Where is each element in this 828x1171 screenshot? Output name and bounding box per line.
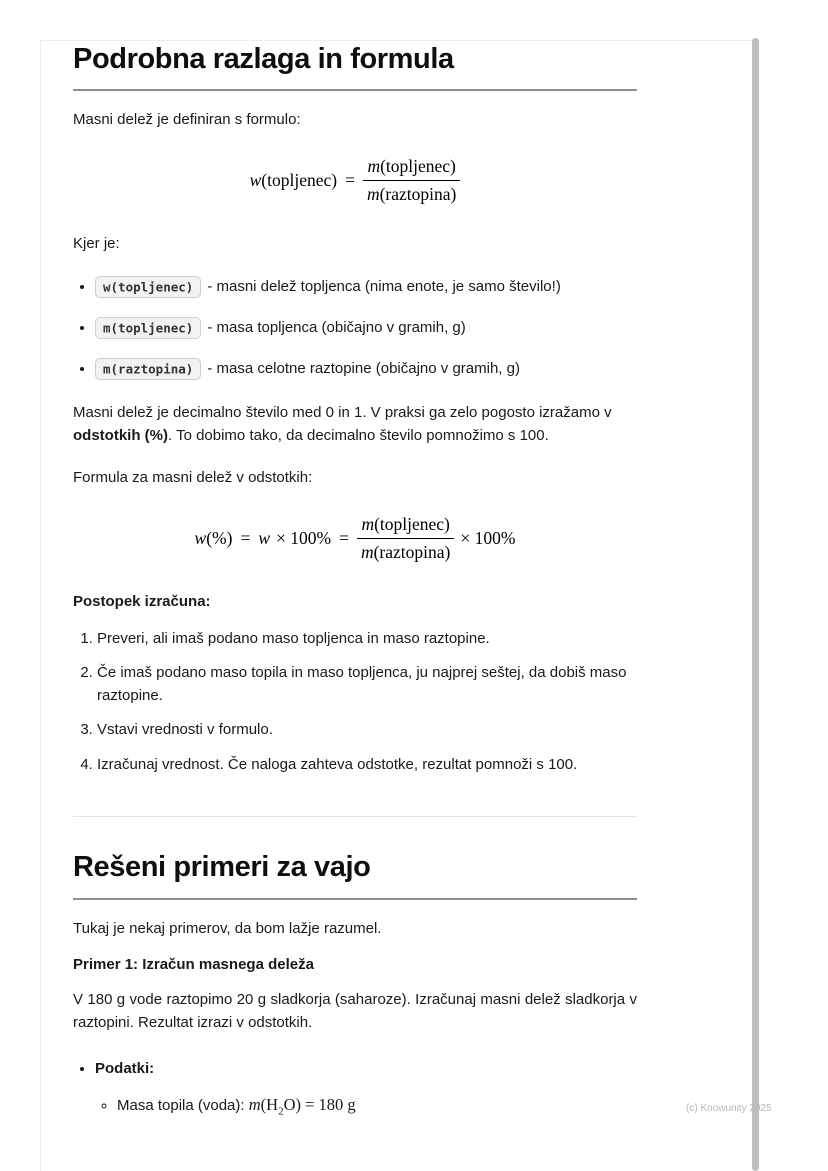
datum-label: Masa topila (voda): bbox=[117, 1096, 249, 1114]
math-var-m: m bbox=[366, 183, 380, 204]
step-item: 4. Izračunaj vrednost. Če naloga zahteva odstotke, rezultat pomnoži s 100. bbox=[97, 754, 637, 777]
definition-text: - masni delež topljenca (nima enote, je samo število!) bbox=[207, 278, 561, 296]
math-text: (raztopina) bbox=[373, 541, 451, 562]
formula-lhs bbox=[250, 170, 337, 191]
equals-sign: = bbox=[345, 169, 355, 190]
watermark: (c) Knowunity 2025 bbox=[686, 1103, 772, 1114]
math-times-100: × 100% bbox=[276, 527, 332, 548]
formula-intro-text: Masni delež je definiran s formulo: bbox=[73, 111, 301, 129]
math-subscript: 2 bbox=[278, 1104, 284, 1117]
title-underline bbox=[73, 89, 637, 91]
definitions-list bbox=[73, 273, 637, 382]
podatki-sub-list bbox=[73, 1093, 637, 1120]
primer1-text: V 180 g vode raztopimo 20 g sladkorja (saharoze). Izračunaj masni delež sladkorja v raztopini. Rezultat izrazi v odstotkih. bbox=[73, 991, 637, 1031]
list-item-w-topljenec bbox=[95, 273, 637, 300]
step-item: 2. Če imaš podano maso topila in maso topljenca, ju najprej seštej, da dobiš maso raztopine. bbox=[97, 662, 637, 707]
podatki-list bbox=[73, 1058, 637, 1081]
fraction-numerator bbox=[357, 514, 454, 539]
math-text: (%) bbox=[206, 527, 233, 548]
code-chip: w(topljenec) bbox=[95, 276, 201, 299]
percent-paragraph bbox=[73, 402, 637, 447]
list-item-m-raztopina bbox=[95, 355, 637, 382]
fraction bbox=[357, 514, 454, 563]
definition-text: - masa celotne raztopine (običajno v gramih, g) bbox=[207, 360, 520, 378]
section-title-primeri: Rešeni primeri za vajo bbox=[73, 851, 371, 884]
math-text: O) = 180 g bbox=[283, 1094, 356, 1114]
step-item: 3. Vstavi vrednosti v formulo. bbox=[97, 719, 637, 742]
primer1-title: Primer 1: Izračun masnega deleža bbox=[73, 956, 314, 974]
podatki-label: • Podatki: bbox=[95, 1058, 637, 1081]
math-var-w: w bbox=[258, 527, 271, 548]
calculation-steps-list bbox=[73, 628, 637, 777]
code-chip: m(raztopina) bbox=[95, 358, 201, 381]
math-var-w: w bbox=[249, 169, 262, 190]
math-text: (H bbox=[260, 1094, 279, 1114]
datum-topilo bbox=[117, 1093, 637, 1120]
section-title-formula: Podrobna razlaga in formula bbox=[73, 43, 454, 75]
fraction-denominator bbox=[363, 181, 460, 205]
paragraph-text: Masni delež je decimalno število med 0 in 1. V praksi ga zelo pogosto izražamo v bbox=[73, 404, 612, 422]
definition-text: - masa topljenca (običajno v gramih, g) bbox=[207, 319, 466, 337]
formula-mass-fraction bbox=[73, 156, 637, 205]
bold-odstotki: odstotkih (%) bbox=[73, 426, 168, 444]
math-var-w: w bbox=[194, 527, 207, 548]
math-var-m: m bbox=[360, 541, 374, 562]
scrollbar-thumb[interactable] bbox=[752, 38, 759, 1171]
title-underline bbox=[73, 898, 637, 900]
postopek-title: Postopek izračuna: bbox=[73, 592, 211, 610]
formula2-intro-text: Formula za masni delež v odstotkih: bbox=[73, 469, 313, 487]
fraction bbox=[363, 156, 460, 205]
formula-percent bbox=[73, 514, 637, 563]
math-expression bbox=[248, 1094, 356, 1117]
section-divider bbox=[73, 816, 637, 817]
math-text: (raztopina) bbox=[379, 183, 457, 204]
code-chip: m(topljenec) bbox=[95, 317, 201, 340]
math-text: (topljenec) bbox=[374, 513, 450, 534]
formula-lhs bbox=[195, 528, 233, 549]
math-var-m: m bbox=[367, 155, 381, 176]
math-var-m: m bbox=[248, 1094, 261, 1114]
primeri-intro-text: Tukaj je nekaj primerov, da bom lažje razumel. bbox=[73, 919, 382, 937]
kjer-je-text: Kjer je: bbox=[73, 234, 120, 252]
list-item-m-topljenec bbox=[95, 314, 637, 341]
math-text: (topljenec) bbox=[261, 169, 338, 190]
math-times-100: × 100% bbox=[460, 527, 516, 548]
paragraph-text: . To dobimo tako, da decimalno število pomnožimo s 100. bbox=[168, 426, 549, 444]
fraction-numerator bbox=[363, 156, 460, 181]
equals-sign: = bbox=[339, 527, 349, 548]
fraction-denominator bbox=[357, 539, 454, 563]
formula-mid bbox=[258, 528, 331, 549]
equals-sign: = bbox=[240, 527, 251, 548]
math-text: (topljenec) bbox=[380, 155, 456, 176]
step-item: 1. Preveri, ali imaš podano maso topljenca in maso raztopine. bbox=[97, 628, 637, 651]
math-var-m: m bbox=[361, 513, 375, 534]
document-page bbox=[40, 40, 753, 1171]
